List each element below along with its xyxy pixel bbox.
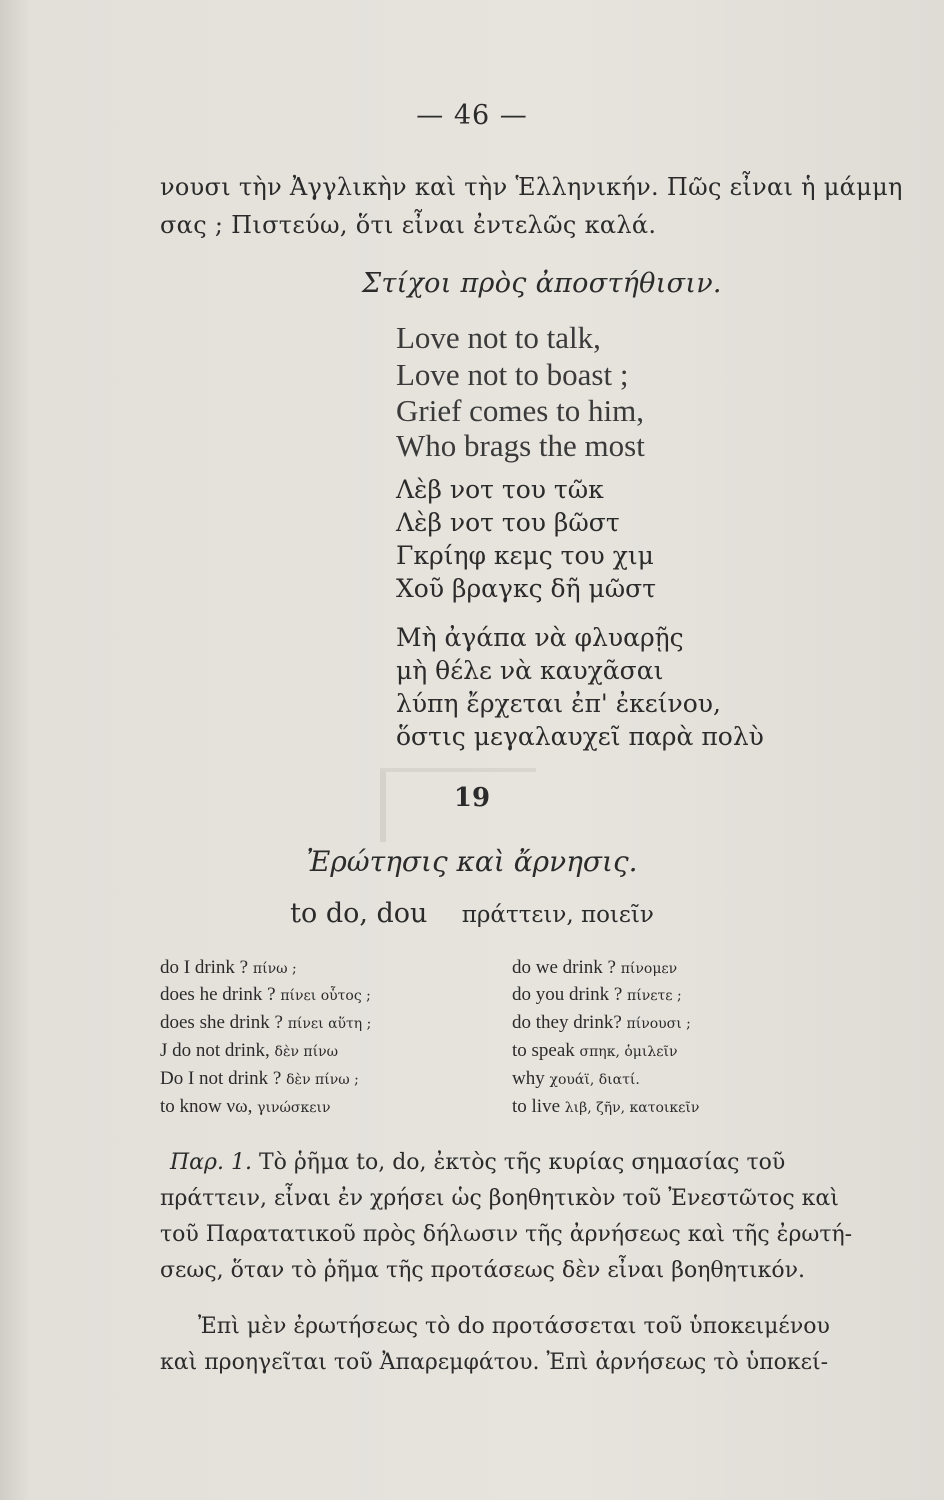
note-line: τοῦ Παρατατικοῦ πρὸς δήλωσιν τῆς ἀρνήσεως καὶ τῆς ἐρωτή- <box>160 1222 853 1247</box>
poem-english-line: Love not to talk, <box>396 320 601 355</box>
poem-title: Στίχοι πρὸς ἀποστήθισιν. <box>362 268 722 299</box>
poem-english-line: Love not to boast ; <box>396 357 629 392</box>
conjugation-row <box>512 1012 691 1034</box>
intro-line: νουσι τὴν Ἀγγλικὴν καὶ τὴν Ἑλληνικήν. Πῶς εἶναι ἡ μάμμη <box>160 173 903 201</box>
note-label: Παρ. 1. <box>170 1150 252 1175</box>
conjugation-row <box>512 984 682 1006</box>
row-greek: λιβ, ζῆν, κατοικεῖν <box>564 1100 700 1116</box>
row-greek: χουάϊ, διατί. <box>549 1072 640 1088</box>
poem-english-line: Grief comes to him, <box>396 393 644 428</box>
row-greek: πίνει οὗτος ; <box>280 988 371 1004</box>
row-greek: δὲν πίνω ; <box>286 1072 359 1088</box>
poem-greek-line: μὴ θέλε νὰ καυχᾶσαι <box>396 656 664 685</box>
row-greek: πίνω ; <box>252 961 297 977</box>
row-greek: γινώσκειν <box>257 1100 331 1116</box>
conjugation-row <box>160 1040 338 1062</box>
poem-transliteration-line: Γκρίηφ κεμς του χιμ <box>396 541 654 570</box>
conjugation-row <box>512 1040 678 1062</box>
row-english: to know νω, <box>160 1096 253 1117</box>
intro-line: σας ; Πιστεύω, ὅτι εἶναι ἐντελῶς καλά. <box>160 211 657 239</box>
conjugation-row <box>160 1096 330 1118</box>
row-greek: σπηκ, ὁμιλεῖν <box>579 1044 678 1060</box>
note-text: Τὸ ῥῆμα to, do, ἐκτὸς τῆς κυρίας σημασίας τοῦ <box>258 1150 786 1175</box>
row-english: do they drink? <box>512 1012 622 1033</box>
row-english: do we drink ? <box>512 957 616 978</box>
poem-greek-line: Μὴ ἀγάπα νὰ φλυαρῇς <box>396 623 684 652</box>
conjugation-row <box>160 1012 371 1034</box>
conjugation-row <box>512 957 677 979</box>
note-line: πράττειν, εἶναι ἐν χρήσει ὡς βοηθητικὸν τοῦ Ἐνεστῶτος καὶ <box>160 1186 839 1211</box>
verb-heading-greek: πράττειν, ποιεῖν <box>461 902 654 928</box>
page-number: — 46 — <box>416 100 528 131</box>
row-greek: δὲν πίνω <box>274 1044 339 1060</box>
section-title: Ἐρώτησις καὶ ἄρνησις. <box>306 845 638 878</box>
poem-transliteration-line: Λὲβ νοτ του τῶκ <box>396 475 604 504</box>
row-english: J do not drink, <box>160 1040 270 1061</box>
note-line <box>160 1150 895 1175</box>
row-english: to speak <box>512 1040 575 1061</box>
row-english: does he drink ? <box>160 984 276 1005</box>
row-english: do I drink ? <box>160 957 249 978</box>
poem-english-line: Who brags the most <box>396 428 645 463</box>
row-greek: πίνετε ; <box>627 988 682 1004</box>
conjugation-row <box>160 957 297 979</box>
row-english: do you drink ? <box>512 984 623 1005</box>
conjugation-row <box>512 1096 699 1118</box>
row-english: to live <box>512 1096 561 1117</box>
row-english: does she drink ? <box>160 1012 283 1033</box>
poem-greek-line: λύπη ἔρχεται ἐπ' ἐκείνου, <box>396 689 721 718</box>
poem-transliteration-line: Χοῦ βραγκς δῆ μῶστ <box>396 574 657 603</box>
row-english: Do I not drink ? <box>160 1068 282 1089</box>
poem-greek-line: ὅστις μεγαλαυχεῖ παρὰ πολὺ <box>396 722 764 751</box>
conjugation-row <box>160 1068 359 1090</box>
conjugation-row <box>512 1068 640 1090</box>
row-greek: πίνει αὕτη ; <box>287 1016 372 1032</box>
verb-heading <box>0 898 944 929</box>
verb-heading-english: to do, dou <box>290 898 428 929</box>
conjugation-row <box>160 984 371 1006</box>
row-english: why <box>512 1068 545 1089</box>
row-greek: πίνομεν <box>620 961 678 977</box>
final-line: Ἐπὶ μὲν ἐρωτήσεως τὸ do προτάσσεται τοῦ ὑποκειμένου <box>198 1314 830 1339</box>
final-line: καὶ προηγεῖται τοῦ Ἀπαρεμφάτου. Ἐπὶ ἀρνήσεως τὸ ὑποκεί- <box>160 1350 829 1375</box>
poem-transliteration-line: Λὲβ νοτ του βῶστ <box>396 508 620 537</box>
section-number: 19 <box>453 783 491 813</box>
note-line: σεως, ὅταν τὸ ῥῆμα τῆς προτάσεως δὲν εἶναι βοηθητικόν. <box>160 1258 805 1283</box>
row-greek: πίνουσι ; <box>626 1016 691 1032</box>
